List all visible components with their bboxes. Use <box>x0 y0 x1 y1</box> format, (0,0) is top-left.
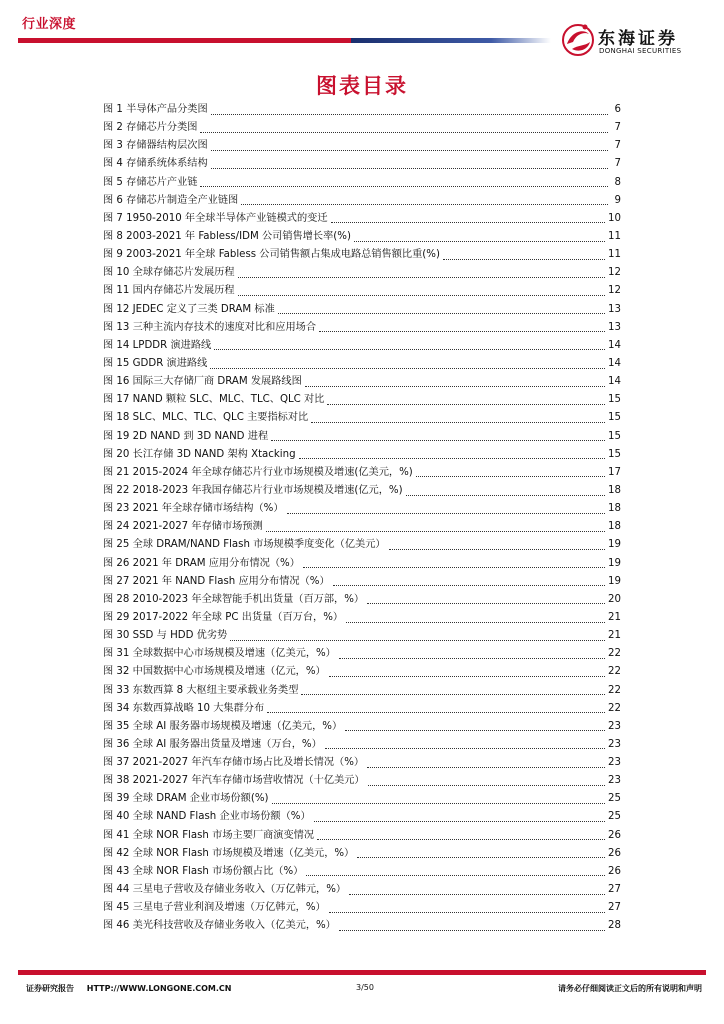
dot-leader <box>327 403 605 405</box>
figure-title[interactable]: 图 1 半导体产品分类图 <box>103 104 208 115</box>
figure-title[interactable]: 图 18 SLC、MLC、TLC、QLC 主要指标对比 <box>103 412 309 424</box>
figure-list-item[interactable] <box>103 301 621 319</box>
figure-page-number[interactable]: 10 <box>608 212 621 224</box>
dot-leader <box>357 856 605 858</box>
figure-page-number[interactable]: 13 <box>608 321 621 333</box>
figure-title[interactable]: 图 25 全球 DRAM/NAND Flash 市场规模季度变化（亿美元） <box>103 539 386 551</box>
figure-title[interactable]: 图 2 存储芯片分类图 <box>103 122 198 134</box>
figure-page-number[interactable]: 15 <box>608 448 621 460</box>
dot-leader <box>299 457 605 459</box>
dot-leader <box>303 566 605 568</box>
figure-page-number[interactable]: 27 <box>608 902 621 914</box>
figure-title[interactable]: 图 46 美光科技营收及存储业务收入（亿美元，%） <box>103 920 336 932</box>
figure-list-item[interactable] <box>103 845 621 863</box>
figure-title[interactable]: 图 8 2003-2021 年 Fabless/IDM 公司销售增长率(%) <box>103 230 351 242</box>
dot-leader <box>266 530 605 532</box>
figure-page-number[interactable]: 20 <box>608 593 621 605</box>
figure-list-item[interactable] <box>103 627 621 645</box>
figure-page-number[interactable]: 12 <box>608 267 621 279</box>
figure-page-number[interactable]: 9 <box>614 194 621 206</box>
figure-list-item[interactable] <box>103 101 621 119</box>
figure-page-number[interactable]: 26 <box>608 847 621 859</box>
figure-page-number[interactable]: 12 <box>608 285 621 297</box>
figure-title[interactable]: 图 3 存储器结构层次图 <box>103 140 208 152</box>
dot-leader <box>305 385 605 387</box>
figure-title[interactable]: 图 13 三种主流内存技术的速度对比和应用场合 <box>103 321 317 333</box>
figure-page-number[interactable]: 18 <box>608 484 621 496</box>
figure-title[interactable]: 图 39 全球 DRAM 企业市场份额(%) <box>103 793 269 805</box>
figure-title[interactable]: 图 42 全球 NOR Flash 市场规模及增速（亿美元，%） <box>103 847 355 859</box>
figure-page-number[interactable]: 23 <box>608 757 621 769</box>
figure-page-number[interactable]: 19 <box>608 575 621 587</box>
figure-list-item[interactable] <box>103 174 621 192</box>
figure-title[interactable]: 图 36 全球 AI 服务器出货量及增速（万台，%） <box>103 738 322 750</box>
figure-title[interactable]: 图 38 2021-2027 年汽车存储市场营收情况（十亿美元） <box>103 775 365 787</box>
figure-page-number[interactable]: 15 <box>608 412 621 424</box>
figure-list-item[interactable] <box>103 482 621 500</box>
figure-list-item[interactable] <box>103 282 621 300</box>
figure-title[interactable]: 图 33 东数西算 8 大枢纽主要承载业务类型 <box>103 684 299 696</box>
figure-list-item[interactable] <box>103 119 621 137</box>
figure-page-number[interactable]: 14 <box>608 339 621 351</box>
footer-left <box>26 983 231 994</box>
brand-name-en: DONGHAI SECURITIES <box>599 47 682 55</box>
brand-name-cn: 东海证券 <box>598 29 678 49</box>
dot-leader <box>301 693 605 695</box>
figure-page-number[interactable]: 21 <box>608 630 621 642</box>
figure-list-item[interactable] <box>103 827 621 845</box>
figure-list-item[interactable] <box>103 210 621 228</box>
figure-page-number[interactable]: 28 <box>608 920 621 932</box>
figure-list-item[interactable] <box>103 899 621 917</box>
dot-leader <box>278 312 605 314</box>
dot-leader <box>416 475 605 477</box>
figure-list-item[interactable] <box>103 663 621 681</box>
page-title: 图表目录 <box>316 74 408 98</box>
figure-page-number[interactable]: 21 <box>608 611 621 623</box>
figure-list-item[interactable] <box>103 718 621 736</box>
figure-list-item[interactable] <box>103 373 621 391</box>
figure-title[interactable]: 图 40 全球 NAND Flash 企业市场份额（%） <box>103 811 311 823</box>
figure-list-item[interactable] <box>103 228 621 246</box>
figure-title[interactable]: 图 35 全球 AI 服务器市场规模及增速（亿美元，%） <box>103 720 343 732</box>
figure-list-item[interactable] <box>103 645 621 663</box>
dot-leader <box>200 185 608 187</box>
header-rule-blue <box>351 38 551 43</box>
figure-page-number[interactable]: 18 <box>608 503 621 515</box>
figure-title[interactable]: 图 31 全球数据中心市场规模及增速（亿美元，%） <box>103 648 336 660</box>
figure-page-number[interactable]: 22 <box>608 648 621 660</box>
dot-leader <box>211 149 608 151</box>
figure-page-number[interactable]: 23 <box>608 720 621 732</box>
dot-leader <box>210 367 605 369</box>
figure-list-item[interactable] <box>103 409 621 427</box>
figure-title[interactable]: 图 37 2021-2027 年汽车存储市场占比及增长情况（%） <box>103 757 365 769</box>
dot-leader <box>211 113 608 115</box>
figure-list <box>103 101 621 935</box>
figure-list-item[interactable] <box>103 246 621 264</box>
figure-title[interactable]: 图 7 1950-2010 年全球半导体产业链模式的变迁 <box>103 212 328 224</box>
dot-leader <box>368 784 605 786</box>
dot-leader <box>443 258 605 260</box>
figure-page-number[interactable]: 22 <box>608 666 621 678</box>
dot-leader <box>331 221 605 223</box>
figure-list-item[interactable] <box>103 700 621 718</box>
dot-leader <box>238 276 606 278</box>
dot-leader <box>314 820 605 822</box>
footer-disclaimer: 请务必仔细阅读正文后的所有说明和声明 <box>558 984 702 993</box>
figure-title[interactable]: 图 6 存储芯片制造全产业链图 <box>103 194 239 206</box>
figure-page-number[interactable]: 22 <box>608 684 621 696</box>
dot-leader <box>211 167 608 169</box>
dot-leader <box>329 675 605 677</box>
figure-page-number[interactable]: 23 <box>608 775 621 787</box>
brand-logo <box>558 18 708 60</box>
figure-page-number[interactable]: 19 <box>608 557 621 569</box>
figure-title[interactable]: 图 26 2021 年 DRAM 应用分布情况（%） <box>103 557 300 569</box>
figure-list-item[interactable] <box>103 754 621 772</box>
footer-label: 证券研究报告 <box>26 984 74 993</box>
dot-leader <box>406 494 605 496</box>
figure-list-item[interactable] <box>103 555 621 573</box>
report-category: 行业深度 <box>22 17 77 32</box>
figure-page-number[interactable]: 8 <box>614 176 621 188</box>
figure-title[interactable]: 图 19 2D NAND 到 3D NAND 进程 <box>103 430 269 442</box>
dot-leader <box>306 874 605 876</box>
figure-page-number[interactable]: 18 <box>608 521 621 533</box>
figure-title[interactable]: 图 4 存储系统体系结构 <box>103 158 208 170</box>
figure-page-number[interactable]: 25 <box>608 811 621 823</box>
figure-list-item[interactable] <box>103 863 621 881</box>
figure-list-item[interactable] <box>103 808 621 826</box>
dot-leader <box>267 711 605 713</box>
figure-page-number[interactable]: 22 <box>608 702 621 714</box>
dot-leader <box>311 421 605 423</box>
dot-leader <box>200 131 608 133</box>
figure-title[interactable]: 图 15 GDDR 演进路线 <box>103 357 208 369</box>
figure-list-item[interactable] <box>103 355 621 373</box>
figure-title[interactable]: 图 27 2021 年 NAND Flash 应用分布情况（%） <box>103 575 330 587</box>
page-number: 3/50 <box>356 983 374 992</box>
dot-leader <box>333 584 605 586</box>
figure-title[interactable]: 图 41 全球 NOR Flash 市场主要厂商演变情况 <box>103 829 315 841</box>
figure-page-number[interactable]: 17 <box>608 466 621 478</box>
figure-list-item[interactable] <box>103 192 621 210</box>
dot-leader <box>272 802 606 804</box>
figure-page-number[interactable]: 14 <box>608 357 621 369</box>
figure-page-number[interactable]: 27 <box>608 884 621 896</box>
figure-page-number[interactable]: 7 <box>614 140 621 152</box>
dot-leader <box>238 294 606 296</box>
figure-list-item[interactable] <box>103 591 621 609</box>
figure-page-number[interactable]: 6 <box>614 104 621 115</box>
figure-title[interactable]: 图 11 国内存储芯片发展历程 <box>103 285 235 297</box>
figure-title[interactable]: 图 9 2003-2021 年全球 Fabless 公司销售额占集成电路总销售额比重(%) <box>103 249 440 261</box>
figure-title[interactable]: 图 21 2015-2024 年全球存储芯片行业市场规模及增速(亿美元，%) <box>103 466 413 478</box>
figure-title[interactable]: 图 32 中国数据中心市场规模及增速（亿元，%） <box>103 666 326 678</box>
figure-page-number[interactable]: 15 <box>608 430 621 442</box>
figure-page-number[interactable]: 7 <box>614 122 621 134</box>
dot-leader <box>339 929 605 931</box>
figure-title[interactable]: 图 20 长江存储 3D NAND 架构 Xtacking <box>103 448 296 460</box>
figure-title[interactable]: 图 5 存储芯片产业链 <box>103 176 198 188</box>
figure-list-item[interactable] <box>103 155 621 173</box>
dot-leader <box>345 729 605 731</box>
figure-list-item[interactable] <box>103 772 621 790</box>
dot-leader <box>325 747 605 749</box>
figure-title[interactable]: 图 14 LPDDR 演进路线 <box>103 339 212 351</box>
figure-list-item[interactable] <box>103 319 621 337</box>
footer-rule <box>18 970 706 975</box>
figure-title[interactable]: 图 29 2017-2022 年全球 PC 出货量（百万台，%） <box>103 611 344 623</box>
figure-list-item[interactable] <box>103 391 621 409</box>
header-rule-red <box>18 38 351 43</box>
figure-list-item[interactable] <box>103 446 621 464</box>
dot-leader <box>367 766 605 768</box>
figure-list-item[interactable] <box>103 609 621 627</box>
dot-leader <box>346 621 605 623</box>
figure-title[interactable]: 图 24 2021-2027 年存储市场预测 <box>103 521 263 533</box>
figure-list-item[interactable] <box>103 137 621 155</box>
figure-title[interactable]: 图 16 国际三大存储厂商 DRAM 发展路线图 <box>103 376 302 388</box>
figure-page-number[interactable]: 25 <box>608 793 621 805</box>
figure-page-number[interactable]: 26 <box>608 829 621 841</box>
figure-list-item[interactable] <box>103 917 621 935</box>
figure-list-item[interactable] <box>103 881 621 899</box>
figure-page-number[interactable]: 26 <box>608 865 621 877</box>
figure-page-number[interactable]: 13 <box>608 303 621 315</box>
figure-list-item[interactable] <box>103 736 621 754</box>
figure-page-number[interactable]: 11 <box>608 249 621 261</box>
dot-leader <box>230 639 605 641</box>
figure-list-item[interactable] <box>103 464 621 482</box>
figure-list-item[interactable] <box>103 264 621 282</box>
figure-page-number[interactable]: 7 <box>614 158 621 170</box>
figure-page-number[interactable]: 23 <box>608 738 621 750</box>
footer-url[interactable]: HTTP://WWW.LONGONE.COM.CN <box>86 984 232 993</box>
figure-list-item[interactable] <box>103 500 621 518</box>
figure-title[interactable]: 图 30 SSD 与 HDD 优劣势 <box>103 630 228 642</box>
figure-list-item[interactable] <box>103 790 621 808</box>
figure-title[interactable]: 图 23 2021 年全球存储市场结构（%） <box>103 503 284 515</box>
dragon-logo-icon <box>558 18 598 60</box>
dot-leader <box>287 512 605 514</box>
dot-leader <box>354 240 605 242</box>
figure-list-item[interactable] <box>103 573 621 591</box>
figure-title[interactable]: 图 12 JEDEC 定义了三类 DRAM 标准 <box>103 303 275 315</box>
dot-leader <box>349 893 605 895</box>
figure-title[interactable]: 图 10 全球存储芯片发展历程 <box>103 267 235 279</box>
figure-title[interactable]: 图 17 NAND 颗粒 SLC、MLC、TLC、QLC 对比 <box>103 394 325 406</box>
figure-list-item[interactable] <box>103 428 621 446</box>
figure-list-item[interactable] <box>103 536 621 554</box>
dot-leader <box>367 602 605 604</box>
figure-page-number[interactable]: 14 <box>608 376 621 388</box>
figure-page-number[interactable]: 19 <box>608 539 621 551</box>
figure-title[interactable]: 图 44 三星电子营收及存储业务收入（万亿韩元，%） <box>103 884 347 896</box>
figure-title[interactable]: 图 28 2010-2023 年全球智能手机出货量（百万部，%） <box>103 593 365 605</box>
figure-title[interactable]: 图 22 2018-2023 年我国存储芯片行业市场规模及增速(亿元，%) <box>103 484 403 496</box>
figure-list-item[interactable] <box>103 337 621 355</box>
figure-title[interactable]: 图 43 全球 NOR Flash 市场份额占比（%） <box>103 865 304 877</box>
figure-title[interactable]: 图 34 东数西算战略 10 大集群分布 <box>103 702 265 714</box>
dot-leader <box>319 330 605 332</box>
dot-leader <box>389 548 605 550</box>
figure-list-item[interactable] <box>103 518 621 536</box>
figure-page-number[interactable]: 11 <box>608 230 621 242</box>
dot-leader <box>241 203 608 205</box>
dot-leader <box>317 838 605 840</box>
figure-title[interactable]: 图 45 三星电子营业利润及增速（万亿韩元，%） <box>103 902 326 914</box>
dot-leader <box>329 911 605 913</box>
dot-leader <box>214 348 605 350</box>
dot-leader <box>271 439 605 441</box>
figure-page-number[interactable]: 15 <box>608 394 621 406</box>
dot-leader <box>339 657 605 659</box>
figure-list-item[interactable] <box>103 682 621 700</box>
